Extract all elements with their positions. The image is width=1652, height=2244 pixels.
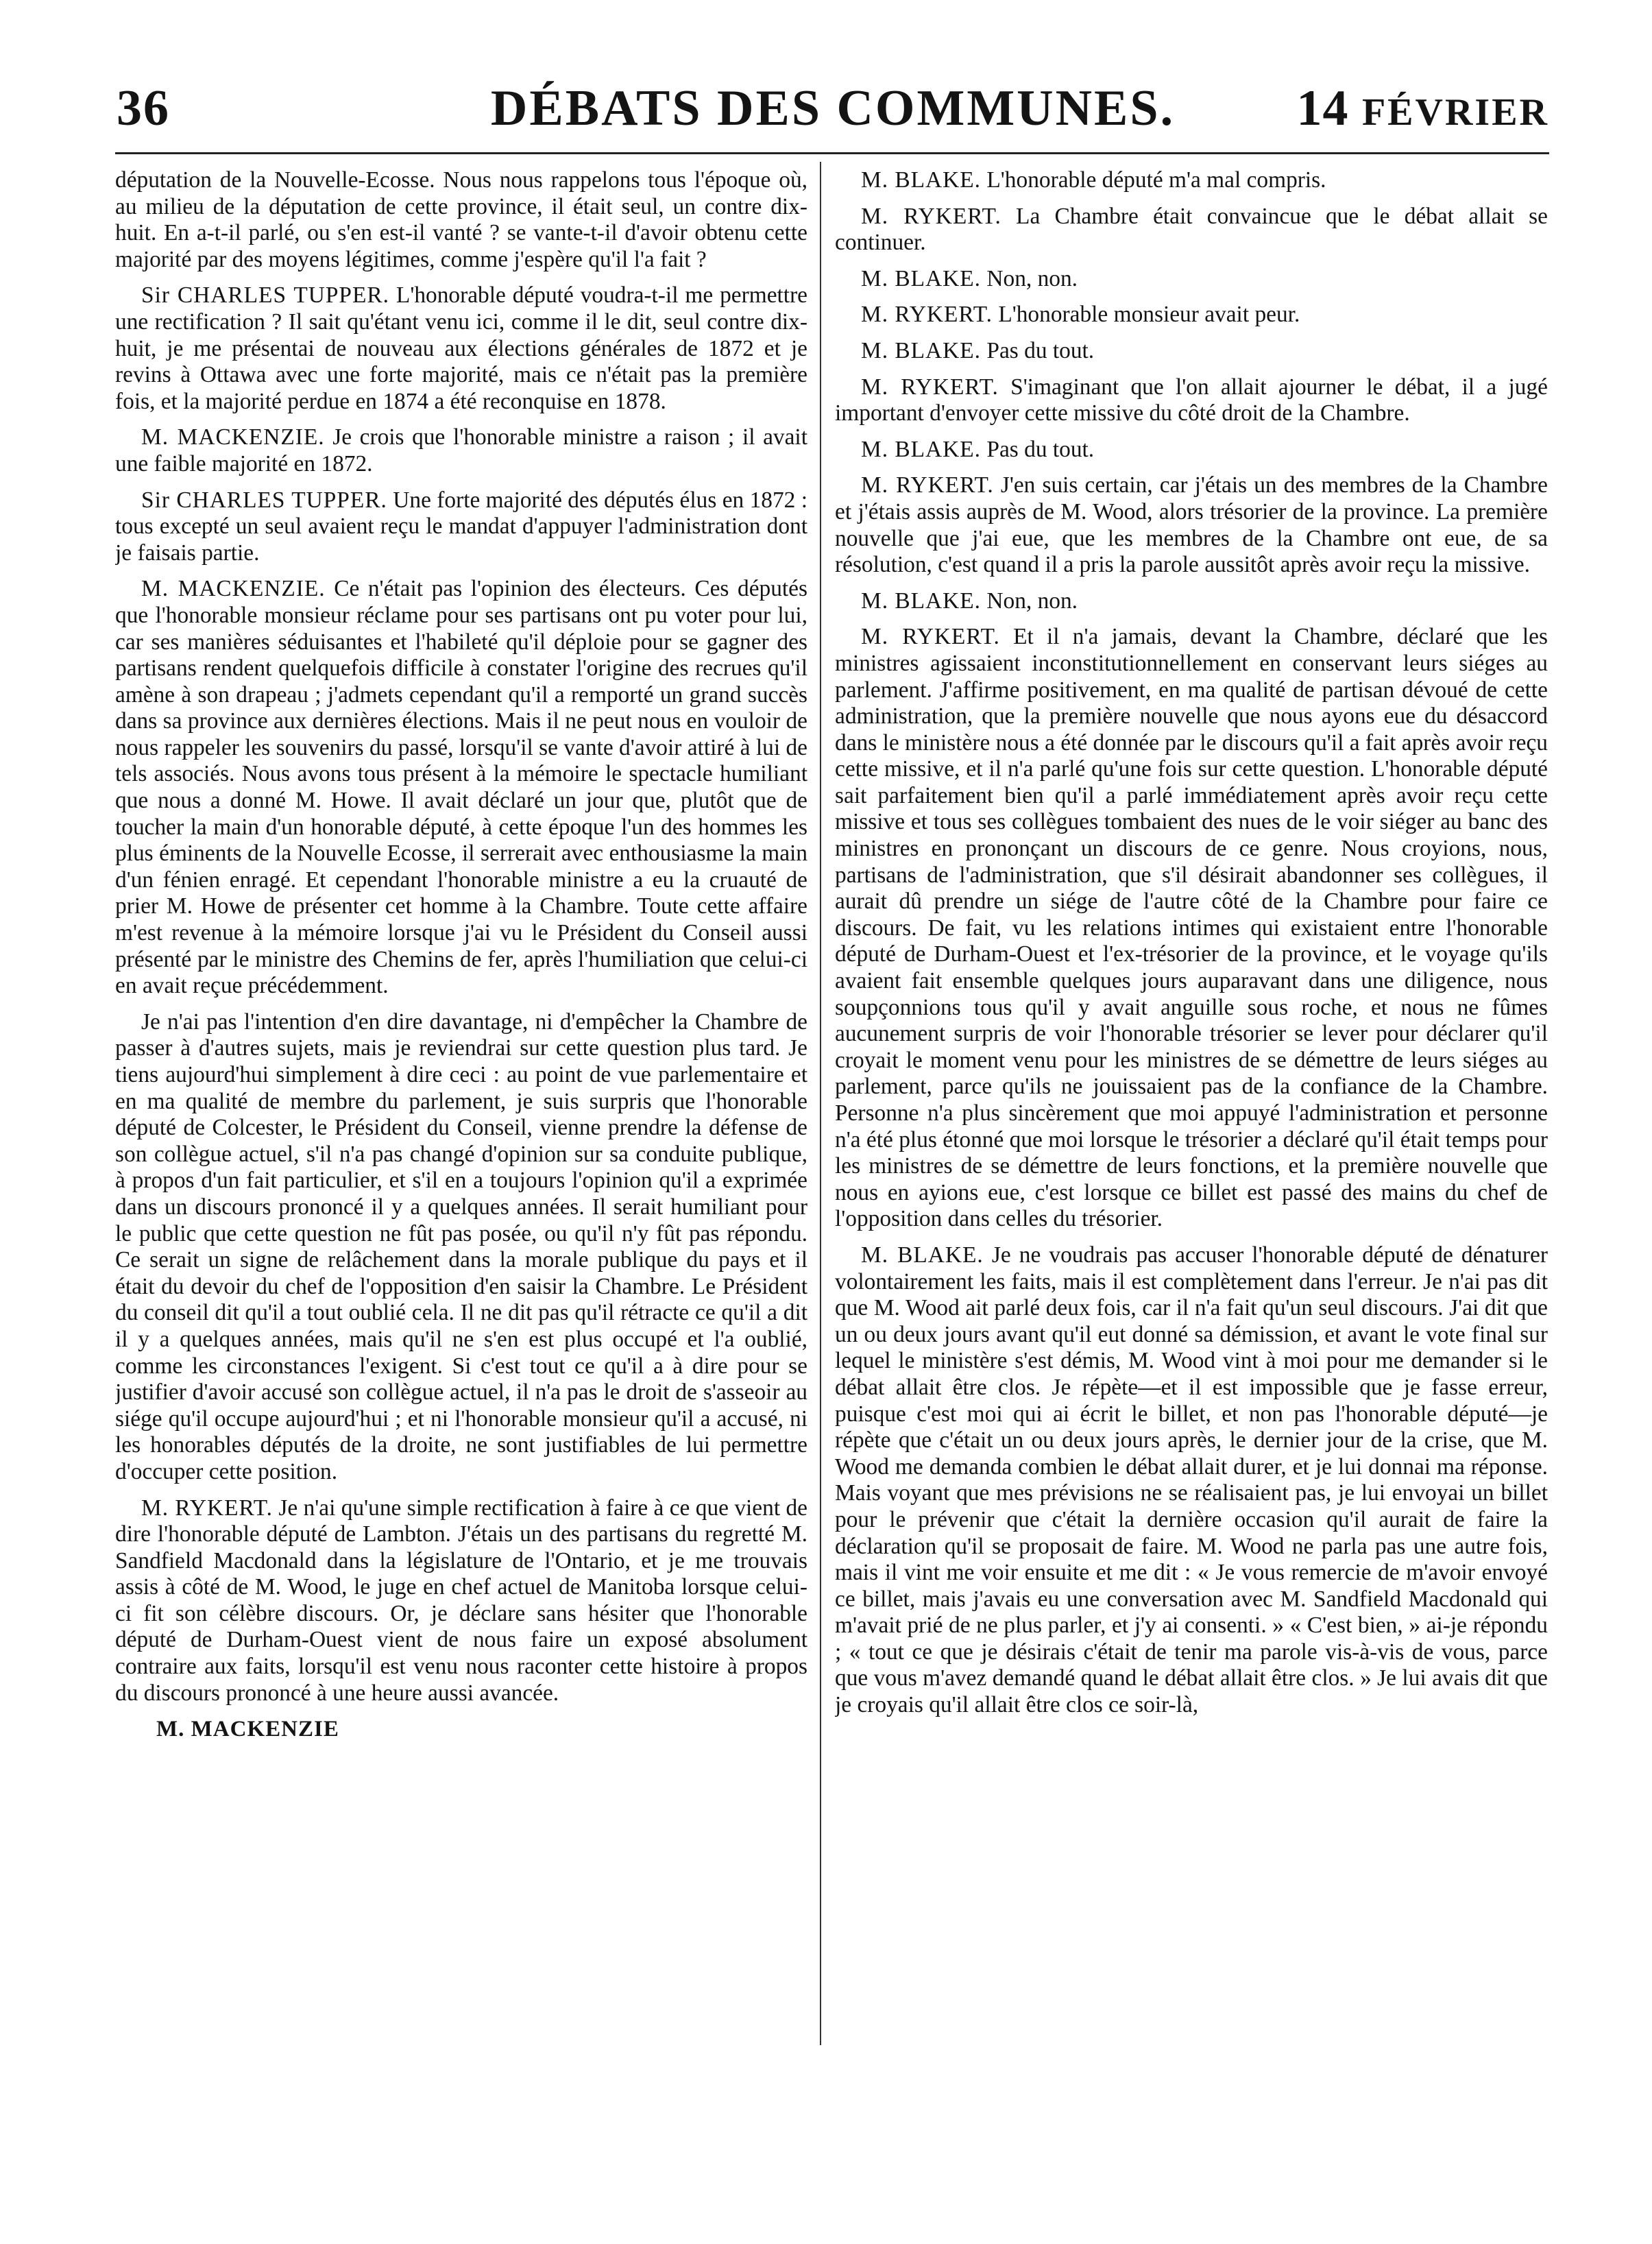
header-date-day: 14 — [1296, 80, 1349, 136]
speaker-name: M. RYKERT. — [861, 302, 993, 328]
catchword: M. MACKENZIE — [156, 1717, 339, 1742]
speaker-name: M. BLAKE. — [861, 337, 982, 363]
paragraph-text: L'honorable monsieur avait peur. — [998, 302, 1300, 328]
paragraph — [115, 424, 807, 477]
paragraph-text: députation de la Nouvelle-Ecosse. Nous nous rappelons tous l'époque où, au milieu de la députation de cette province, il était seul, un contre dix-huit. En a-t-il parlé, ou s'en est-il vanté ? se vante-t-il d'avoir obtenu cette majorité par des moyens légitimes, comme j'espère qu'il l'a fait ? — [115, 167, 807, 272]
speaker-name: M. RYKERT. — [141, 1495, 273, 1521]
header-rule — [115, 152, 1549, 154]
paragraph — [115, 487, 807, 567]
paragraph — [835, 588, 1548, 615]
paragraph-text: La Chambre était convaincue que le débat allait se continuer. — [835, 203, 1548, 256]
speaker-name: M. RYKERT. — [861, 472, 994, 498]
paragraph-text: Pas du tout. — [986, 436, 1095, 462]
paragraph — [835, 302, 1548, 328]
left-column — [115, 167, 807, 2197]
paragraph — [835, 374, 1548, 427]
paragraph — [115, 167, 807, 273]
speaker-name: M. BLAKE. — [861, 265, 982, 291]
paragraph-text: Non, non. — [986, 265, 1078, 291]
column-divider — [820, 162, 821, 2045]
paragraph — [115, 1009, 807, 1486]
paragraph-text: Une forte majorité des députés élus en 1872 : tous excepté un seul avaient reçu le mandat d'appuyer l'administration dont je faisais partie. — [115, 487, 807, 566]
paragraph-text: Je ne voudrais pas accuser l'honorable député de dénaturer volontairement les faits, mais il est complètement dans l'erreur. Je n'ai pas dit que M. Wood ait parlé deux fois, car il n'a fait qu'un seul discours. J'ai dit que un ou deux jours avant qu'il eut donné sa démission, et avant le vote final sur lequel le ministère s'est démis, M. Wood vint à moi pour me demander si le débat allait être clos. Je répète—et il est impossible que je fasse erreur, puisque c'est moi qui ai écrit le billet, et non pas l'honorable député—je répète que c'était un ou deux jours après, le dernier jour de la crise, que M. Wood me demanda combien le débat allait durer, et je lui donnai ma réponse. Mais voyant que mes prévisions ne se réalisaient pas, je lui envoyai un billet pour le prévenir que c'était la dernière occasion qu'il aurait de faire la déclaration qu'il se proposait de faire. M. Wood ne parla pas une autre fois, mais il vint me voir ensuite et me dit : « Je vous remercie de m'avoir envoyé ce billet, mais j'avais eu une conversation avec M. Sandfield Macdonald qui m'avait prié de ne plus parler, et j'y ai consenti. » « C'est bien, » ai-je répondu ; « tout ce que je désirais c'était de tenir ma parole vis-à-vis de vous, parce que vous m'avez demandé quand le débat allait être clos. » Je lui avais dit que je croyais qu'il allait être clos ce soir-là, — [835, 1242, 1548, 1718]
page-header — [117, 74, 1549, 140]
speaker-name: M. BLAKE. — [861, 1242, 984, 1268]
paragraph-text: Pas du tout. — [986, 337, 1095, 363]
page-title: DÉBATS DES COMMUNES. — [490, 80, 1176, 136]
header-date — [1296, 80, 1549, 138]
paragraph-text: Et il n'a jamais, devant la Chambre, déclaré que les ministres agissaient inconstitutionnellement en conservant leurs siéges au parlement. J'affirme positivement, en ma qualité de partisan dévoué de cette administration, que la première nouvelle que nous ayons eue du désaccord dans le ministère nous a été donnée par le discours qu'il a fait après avoir reçu cette missive, et il n'a parlé qu'une fois sur cette question. L'honorable député sait parfaitement bien qu'il a parlé immédiatement après avoir reçu cette missive et tous ses collègues tombaient des nues de le voir siéger au banc des ministres en prononçant un discours de ce genre. Nous croyions, nous, partisans de l'administration, que s'il désirait abandonner ses collègues, il aurait dû prendre un siége de l'autre côté de la Chambre pour faire ce discours. De fait, vu les relations intimes qui existaient entre l'honorable député de Durham-Ouest et l'ex-trésorier de la province, et le voyage qu'ils avaient fait ensemble quelques jours auparavant dans une diligence, nous soupçonnions tous qu'il y avait anguille sous roche, et nous ne fûmes aucunement surpris de voir l'honorable trésorier se lever pour déclarer qu'il croyait le moment venu pour les ministres de se démettre de leurs siéges au parlement, parce qu'ils ne jouissaient pas de la confiance de la Chambre. Personne n'a plus sincèrement que moi appuyé l'administration et personne n'a été plus étonné que moi lorsque le trésorier a déclaré qu'il était temps pour les ministres de se démettre de leurs fonctions, et la première nouvelle que nous en ayions eue, c'est lorsque ce billet est passé des mains du chef de l'opposition dans celles du trésorier. — [835, 624, 1548, 1232]
paragraph — [835, 1242, 1548, 1719]
speaker-name: M. BLAKE. — [861, 436, 982, 462]
paragraph — [835, 204, 1548, 256]
paragraph-text: Je n'ai qu'une simple rectification à faire à ce que vient de dire l'honorable député de Lambton. J'étais un des partisans du regretté M. Sandfield Macdonald dans la législature de l'Ontario, et je me trouvais assis à côté de M. Wood, le juge en chef actuel de Manitoba lorsque celui-ci fit son célèbre discours. Or, je déclare sans hésiter que l'honorable député de Durham-Ouest vient de nous faire un exposé absolument contraire aux faits, lorsqu'il est venu nous raconter cette histoire à propos du discours prononcé à une heure aussi avancée. — [115, 1495, 807, 1706]
paragraph — [115, 1495, 807, 1707]
paragraph — [115, 282, 807, 415]
speaker-name: M. BLAKE. — [861, 588, 982, 614]
speaker-name: M. MACKENZIE. — [141, 576, 326, 602]
paragraph — [835, 266, 1548, 293]
paragraph-text: Je n'ai pas l'intention d'en dire davantage, ni d'empêcher la Chambre de passer à d'autres sujets, mais je reviendrai sur cette question plus tard. Je tiens aujourd'hui simplement à dire ceci : au point de vue parlementaire et en ma qualité de membre du parlement, je suis surpris que l'honorable député de Colcester, le Président du Conseil, vienne prendre la défense de son collègue actuel, s'il n'a pas changé d'opinion sur sa conduite publique, à propos d'un fait particulier, et s'il en a toujours l'opinion qu'il a exprimée dans un discours prononcé il y a quelques années. Il serait humiliant pour le public que cette question ne fût pas posée, ou qu'il n'y fût pas répondu. Ce serait un signe de relâchement dans la morale publique du pays et il était du devoir du chef de l'opposition d'en saisir la Chambre. Le Président du conseil dit qu'il a tout oublié cela. Il ne dit pas qu'il rétracte ce qu'il a dit il y a quelques années, mais qu'il ne s'en est plus occupé et l'a oublié, comme les circonstances l'exigent. Si c'est tout ce qu'il a à dire pour se justifier d'avoir accusé son collègue actuel, il n'a pas le droit de s'asseoir au siége qu'il occupe aujourd'hui ; et ni l'honorable monsieur qu'il a accusé, ni les honorables députés de la droite, ne sont justifiables de lui permettre d'occuper cette position. — [115, 1009, 807, 1484]
paragraph-text: Non, non. — [986, 588, 1078, 614]
speaker-name: M. RYKERT. — [861, 203, 1001, 229]
page-number: 36 — [117, 80, 170, 136]
paragraph — [115, 576, 807, 1000]
paragraph — [835, 167, 1548, 194]
paragraph-text: J'en suis certain, car j'étais un des membres de la Chambre et j'étais assis auprès de M. Wood, alors trésorier de la province. La première nouvelle que j'ai eue, que les membres de la Chambre ont eue, de sa résolution, c'est quand il a pris la parole aussitôt après avoir reçu la missive. — [835, 472, 1548, 578]
paragraph-text: L'honorable député voudra-t-il me permettre une rectification ? Il sait qu'étant venu ici, comme il le dit, seul contre dix-huit, je me présentai de nouveau aux élections générales de 1872 et je revins à Ottawa avec une forte majorité, mais ce n'était pas la première fois, et la majorité perdue en 1874 a été reconquise en 1878. — [115, 282, 807, 414]
paragraph-text: Ce n'était pas l'opinion des électeurs. Ces députés que l'honorable monsieur réclame pour ses partisans ont pu voter pour lui, car ses manières séduisantes et l'habileté qu'il déploie pour se gagner des partisans rendent quelquefois difficile à constater l'origine des recrues qu'il amène à son drapeau ; j'admets cependant qu'il a remporté un grand succès dans sa province aux dernières élections. Mais il ne peut nous en vouloir de nous rappeler les souvenirs du passé, lorsqu'il se vante d'avoir attiré à lui de tels associés. Nous avons tous présent à la mémoire le spectacle humiliant que nous a donné M. Howe. Il avait déclaré un jour que, plutôt que de toucher la main d'un honorable député, à cette époque l'un des hommes les plus éminents de la Nouvelle Ecosse, il serrerait avec enthousiasme la main d'un fénien enragé. Et cependant l'honorable ministre a eu la cruauté de prier M. Howe de présenter cet homme à la Chambre. Toute cette affaire m'est revenue à la mémoire lorsque j'ai vu le Président du Conseil aussi présenté par le ministre des Chemins de fer, après l'humiliation que celui-ci en avait reçue précédemment. — [115, 576, 807, 999]
header-date-month: FÉVRIER — [1361, 91, 1549, 134]
speaker-name: M. BLAKE. — [861, 167, 982, 193]
paragraph-text: S'imaginant que l'on allait ajourner le débat, il a jugé important d'envoyer cette missive du côté droit de la Chambre. — [835, 374, 1548, 426]
paragraph — [835, 472, 1548, 578]
paragraph — [835, 338, 1548, 365]
paragraph — [835, 437, 1548, 463]
speaker-name: Sir CHARLES TUPPER. — [141, 487, 387, 513]
right-column — [835, 167, 1548, 2197]
speaker-name: Sir CHARLES TUPPER. — [141, 282, 389, 309]
speaker-name: M. RYKERT. — [861, 374, 999, 400]
paragraph — [835, 624, 1548, 1233]
speaker-name: M. RYKERT. — [861, 624, 1000, 650]
paragraph-text: Je crois que l'honorable ministre a raison ; il avait une faible majorité en 1872. — [115, 424, 807, 476]
paragraph-text: L'honorable député m'a mal compris. — [986, 167, 1326, 193]
speaker-name: M. MACKENZIE. — [141, 424, 325, 450]
